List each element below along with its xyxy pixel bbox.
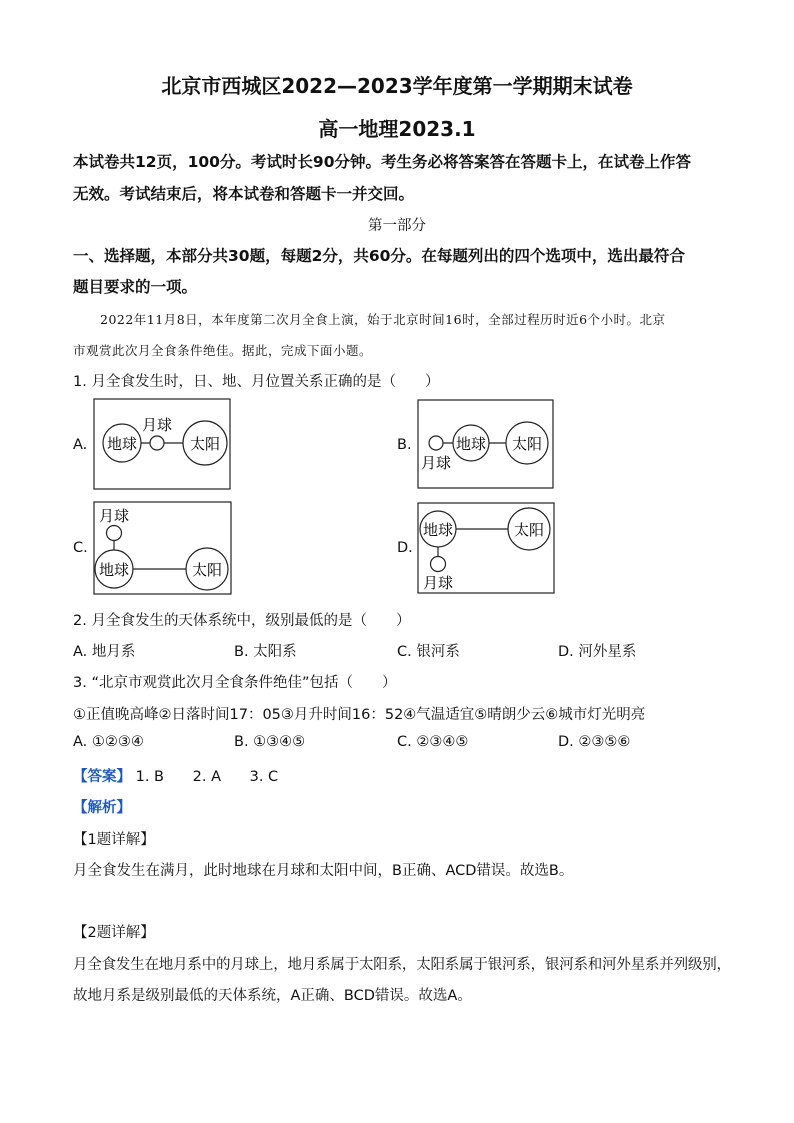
detail2-heading: 【2题详解】 bbox=[73, 925, 155, 941]
detail2-line-1: 月全食发生在地月系中的月球上，地月系属于太阳系，太阳系属于银河系，银河系和河外星系并列级别， bbox=[73, 957, 731, 973]
moon-label: 月球 bbox=[420, 454, 452, 472]
answer-3: 3. C bbox=[249, 769, 279, 785]
earth-label: 地球 bbox=[98, 561, 130, 579]
diagram-a bbox=[93, 398, 231, 490]
q1-option-d: D. bbox=[397, 540, 413, 556]
diagram-c bbox=[93, 501, 232, 595]
q2-option-a: A. 地月系 bbox=[73, 644, 136, 660]
section-intro-line-1: 一、选择题，本部分共30题，每题2分，共60分。在每题列出的四个选项中，选出最符合 bbox=[73, 247, 685, 265]
notice-line-1: 本试卷共12页，100分。考试时长90分钟。考生务必将答案答在答题卡上，在试卷上作答 bbox=[73, 153, 691, 171]
moon-label: 月球 bbox=[141, 416, 173, 434]
exam-title: 北京市西城区2022—2023学年度第一学期期末试卷 bbox=[161, 74, 633, 98]
answer-label: 【答案】 bbox=[73, 769, 131, 785]
q3-option-b: B. ①③④⑤ bbox=[234, 734, 306, 750]
q1-stem: 1. 月全食发生时，日、地、月位置关系正确的是（ ） bbox=[73, 374, 440, 390]
q3-stem: 3. “北京市观赏此次月全食条件绝佳”包括（ ） bbox=[73, 675, 397, 691]
answer-2: 2. A bbox=[192, 769, 221, 785]
q3-option-d: D. ②③⑤⑥ bbox=[558, 734, 631, 750]
earth-label: 地球 bbox=[422, 521, 454, 539]
sun-label: 太阳 bbox=[511, 435, 543, 453]
q1-option-b: B. bbox=[397, 437, 412, 453]
q2-option-d: D. 河外星系 bbox=[558, 644, 637, 660]
moon-label: 月球 bbox=[422, 574, 454, 592]
passage-line-1: 2022年11月8日，本年度第二次月全食上演，始于北京时间16时，全部过程历时近6个小时。北京 bbox=[100, 312, 666, 327]
moon-label: 月球 bbox=[98, 507, 130, 525]
section-intro-line-2: 题目要求的一项。 bbox=[73, 278, 198, 296]
q1-option-c: C. bbox=[73, 540, 88, 556]
q3-option-a: A. ①②③④ bbox=[73, 734, 144, 750]
diagram-b bbox=[417, 399, 554, 489]
moon-circle bbox=[107, 526, 122, 541]
moon-circle bbox=[431, 557, 446, 572]
moon-circle bbox=[429, 436, 443, 450]
sun-label: 太阳 bbox=[513, 521, 545, 539]
analysis-label: 【解析】 bbox=[73, 800, 131, 816]
q3-items: ①正值晚高峰②日落时间17：05③月升时间16：52④气温适宜⑤晴朗少云⑥城市灯光明亮 bbox=[73, 707, 646, 723]
earth-label: 地球 bbox=[106, 435, 138, 453]
q2-option-c: C. 银河系 bbox=[397, 644, 460, 660]
q2-option-b: B. 太阳系 bbox=[234, 644, 297, 660]
diagram-d bbox=[417, 502, 555, 594]
sun-label: 太阳 bbox=[191, 561, 223, 579]
sun-label: 太阳 bbox=[189, 435, 221, 453]
moon-circle bbox=[150, 436, 164, 450]
notice-line-2: 无效。考试结束后，将本试卷和答题卡一并交回。 bbox=[73, 185, 415, 203]
q3-option-c: C. ②③④⑤ bbox=[397, 734, 469, 750]
exam-subtitle: 高一地理2023.1 bbox=[318, 117, 476, 141]
detail1-text: 月全食发生在满月，此时地球在月球和太阳中间，B正确、ACD错误。故选B。 bbox=[73, 863, 574, 879]
detail2-line-2: 故地月系是级别最低的天体系统，A正确、BCD错误。故选A。 bbox=[73, 988, 472, 1004]
part-heading: 第一部分 bbox=[368, 218, 426, 234]
detail1-heading: 【1题详解】 bbox=[73, 832, 155, 848]
answer-1: 1. B bbox=[135, 769, 165, 785]
q1-option-a: A. bbox=[73, 437, 88, 453]
passage-line-2: 市观赏此次月全食条件绝佳。据此，完成下面小题。 bbox=[73, 343, 373, 358]
earth-label: 地球 bbox=[455, 435, 487, 453]
answer-line bbox=[73, 765, 278, 786]
q2-stem: 2. 月全食发生的天体系统中，级别最低的是（ ） bbox=[73, 613, 411, 629]
